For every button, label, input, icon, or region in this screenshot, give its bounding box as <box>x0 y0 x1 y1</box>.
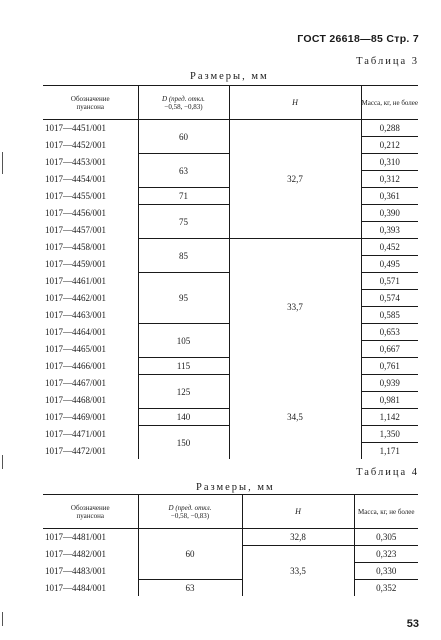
table3-mass: 0,390 <box>361 205 418 222</box>
table3-h: 34,5 <box>229 375 361 460</box>
table3-mass: 0,212 <box>361 137 418 154</box>
table3-mass: 1,142 <box>361 409 418 426</box>
table3-mass: 0,571 <box>361 273 418 290</box>
table4-designation: 1017—4483/001 <box>45 566 107 576</box>
table3-designation: 1017—4467/001 <box>45 378 107 388</box>
table3-designation: 1017—4464/001 <box>45 327 107 337</box>
table3-designation: 1017—4465/001 <box>45 344 107 354</box>
table3-d: 115 <box>138 358 229 375</box>
table3-mass: 0,761 <box>361 358 418 375</box>
table3-mass: 0,585 <box>361 307 418 324</box>
table3-mass: 0,981 <box>361 392 418 409</box>
table4-header-mass: Масса, кг, не более <box>354 495 418 529</box>
table3-d: 105 <box>138 324 229 358</box>
table3-mass: 0,288 <box>361 120 418 137</box>
table3-d: 140 <box>138 409 229 426</box>
page-number: 53 <box>406 618 419 630</box>
table4-h: 33,5 <box>242 546 354 597</box>
table3-designation: 1017—4461/001 <box>45 276 107 286</box>
table4-mass: 0,330 <box>354 563 418 580</box>
table3-d: 71 <box>138 188 229 205</box>
table4-header-d: D (пред. откл. −0,58, −0,83) <box>138 495 242 529</box>
table3-d: 85 <box>138 239 229 273</box>
table3-d: 95 <box>138 273 229 324</box>
table3-header-designation: Обозначение пуансона <box>43 86 138 120</box>
table3-mass: 0,939 <box>361 375 418 392</box>
table3-mass: 0,495 <box>361 256 418 273</box>
table3-d: 125 <box>138 375 229 409</box>
table4-label: Таблица 4 <box>356 467 419 478</box>
table4-header-designation: Обозначение пуансона <box>43 495 138 529</box>
table3-mass: 1,171 <box>361 443 418 460</box>
table3-mass: 0,361 <box>361 188 418 205</box>
table3-designation: 1017—4455/001 <box>45 191 107 201</box>
margin-mark <box>2 152 3 174</box>
table3-designation: 1017—4454/001 <box>45 174 107 184</box>
table3-mass: 0,667 <box>361 341 418 358</box>
table3-mass: 0,312 <box>361 171 418 188</box>
table4-mass: 0,305 <box>354 529 418 546</box>
table4-header-h: H <box>242 495 354 529</box>
table3-designation: 1017—4468/001 <box>45 395 107 405</box>
table3-designation: 1017—4452/001 <box>45 140 107 150</box>
table3 <box>43 85 418 459</box>
table4-h: 32,8 <box>242 529 354 546</box>
table3-designation: 1017—4472/001 <box>45 445 107 456</box>
table3-designation: 1017—4462/001 <box>45 293 107 303</box>
table3-designation: 1017—4466/001 <box>45 361 107 371</box>
table3-designation: 1017—4469/001 <box>45 412 107 422</box>
table4-designation: 1017—4482/001 <box>45 549 107 559</box>
table3-title: Размеры, мм <box>190 71 269 82</box>
table3-d: 63 <box>138 154 229 188</box>
table4-title: Размеры, мм <box>196 482 275 493</box>
table3-mass: 0,310 <box>361 154 418 171</box>
table3-d: 75 <box>138 205 229 239</box>
table3-designation: 1017—4459/001 <box>45 259 107 269</box>
table3-designation: 1017—4451/001 <box>45 123 107 134</box>
table4-mass: 0,352 <box>354 580 418 597</box>
table4-designation: 1017—4484/001 <box>45 582 107 593</box>
table3-designation: 1017—4456/001 <box>45 208 107 218</box>
margin-mark <box>2 612 3 626</box>
table3-h: 33,7 <box>229 239 361 375</box>
table3-mass: 1,350 <box>361 426 418 443</box>
table3-mass: 0,574 <box>361 290 418 307</box>
table3-designation: 1017—4453/001 <box>45 157 107 167</box>
table3-header-d: D (пред. откл. −0,58, −0,83) <box>138 86 229 120</box>
table3-designation: 1017—4457/001 <box>45 225 107 235</box>
table3-header-h: H <box>229 86 361 120</box>
table3-mass: 0,653 <box>361 324 418 341</box>
table3-d: 60 <box>138 120 229 154</box>
table3-label: Таблица 3 <box>356 56 419 67</box>
table4 <box>43 494 418 596</box>
page-header: ГОСТ 26618—85 Стр. 7 <box>297 33 419 45</box>
table3-designation: 1017—4458/001 <box>45 242 107 252</box>
table3-header-mass: Масса, кг, не более <box>361 86 418 120</box>
table3-d: 150 <box>138 426 229 460</box>
table3-h: 32,7 <box>229 120 361 239</box>
table3-mass: 0,393 <box>361 222 418 239</box>
table4-d: 60 <box>138 529 242 580</box>
table3-mass: 0,452 <box>361 239 418 256</box>
margin-mark <box>2 455 3 469</box>
table4-d: 63 <box>138 580 242 597</box>
table3-designation: 1017—4471/001 <box>45 429 107 439</box>
table4-designation: 1017—4481/001 <box>45 532 107 543</box>
table4-mass: 0,323 <box>354 546 418 563</box>
table3-designation: 1017—4463/001 <box>45 310 107 320</box>
